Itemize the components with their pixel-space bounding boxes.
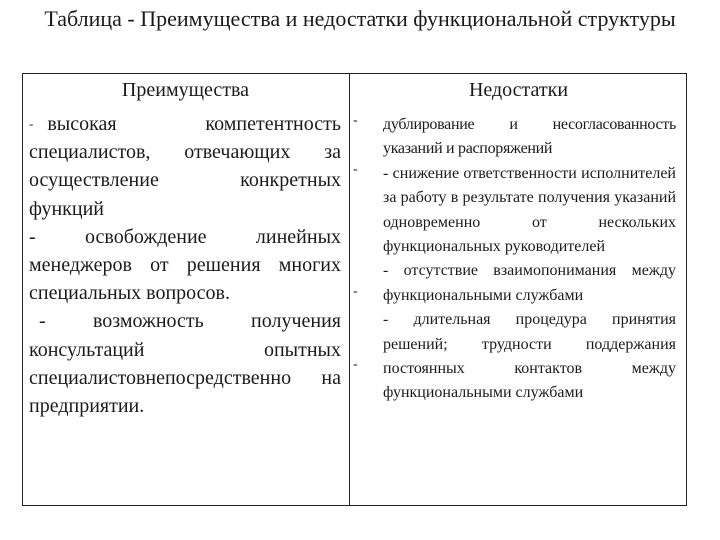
disadvantage-item: - снижение ответственности исполнителей за работу в результате получения указаний одновременно от нескольких функциональных руководителей (383, 164, 676, 256)
list-marker: - (353, 357, 358, 372)
list-marker: - (29, 225, 36, 248)
disadvantage-item: - отсутствие взаимопонимания между функциональными службами (383, 262, 676, 304)
column-divider (349, 73, 350, 506)
advantage-text: освобождение линейных менеджеров от решения многих специальных вопросов. (29, 225, 342, 305)
list-marker: - (353, 162, 358, 177)
disadvantage-item: - длительная процедура принятия решений; трудности поддержания постоянных контактов между функциональными службами (383, 311, 676, 402)
list-marker: - (353, 113, 358, 128)
advantage-item (29, 307, 341, 420)
disadvantages-header: Недостатки (468, 79, 569, 101)
list-marker: - (353, 284, 358, 299)
advantage-item (29, 223, 341, 308)
disadvantages-column (383, 113, 676, 406)
advantage-text: возможность получения консультаций опытных специалистовнепосредственно на предприятии. (29, 310, 341, 418)
list-marker: - (39, 310, 46, 333)
list-marker: - (29, 116, 34, 131)
disadvantage-item: дублирование и несогласованность указаний и распоряжений (383, 116, 676, 158)
page-title: Таблица - Преимущества и недостатки функциональной структуры (44, 6, 676, 31)
advantages-header: Преимущества (121, 79, 250, 101)
advantage-text: высокая компетентность специалистов, отвечающих за осуществление конкретных функций (29, 113, 341, 220)
advantage-item (29, 110, 341, 223)
advantages-column (29, 110, 341, 420)
